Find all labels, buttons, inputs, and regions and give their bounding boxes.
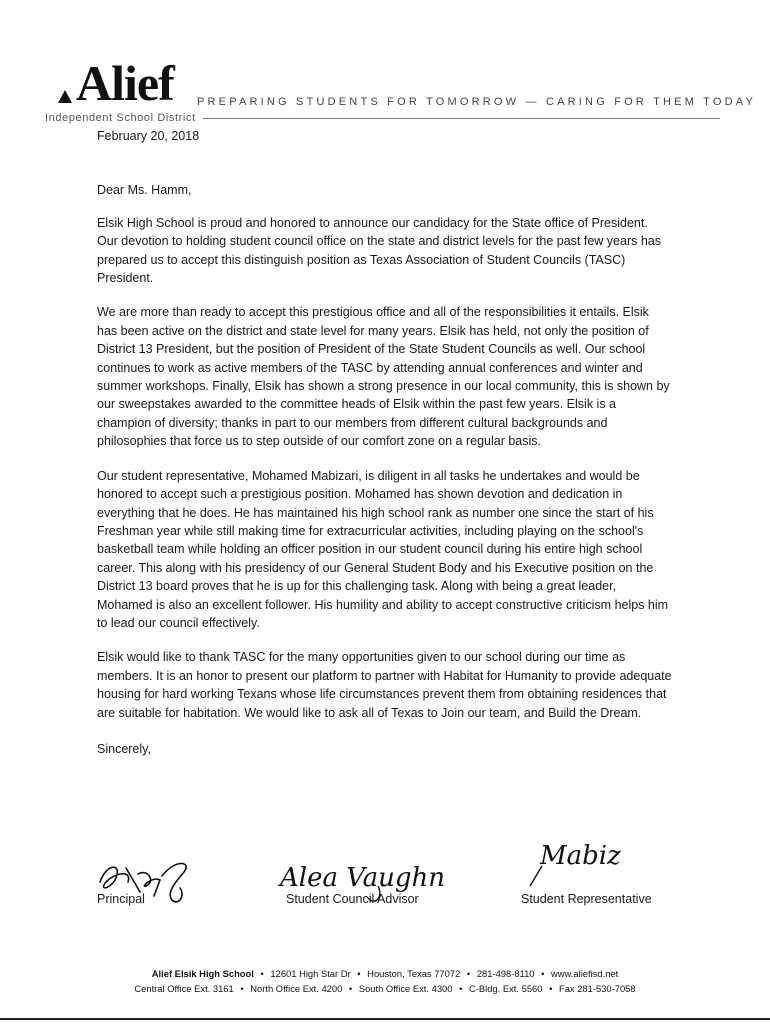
letterhead-rule <box>203 118 720 119</box>
advisor-label: Student Council Advisor <box>286 892 419 906</box>
footer-central-office: Central Office Ext. 3161 <box>134 983 234 994</box>
footer-south-office: South Office Ext. 4300 <box>358 983 453 994</box>
representative-signature <box>528 826 633 890</box>
footer <box>0 966 770 996</box>
salutation: Dear Ms. Hamm, <box>97 183 192 198</box>
bottom-rule <box>0 1018 770 1020</box>
footer-c-bldg: C-Bldg. Ext. 5560 <box>468 983 543 994</box>
district-name: Independent School District <box>45 112 196 124</box>
footer-city: Houston, Texas 77072 <box>367 968 461 979</box>
bullet-icon: • <box>466 968 471 979</box>
footer-north-office: North Office Ext. 4200 <box>250 983 343 994</box>
paragraph-1: Elsik High School is proud and honored to announce our candidacy for the State office of President. Our devotion to holding student council office on the state and district levels for the past few years has prepared us to accept this distinguish position as Texas Association of Student Councils (TASC) President. <box>97 215 661 286</box>
bullet-icon: • <box>260 968 264 979</box>
paragraph-2: We are more than ready to accept this prestigious office and all of the responsibilities it entails. Elsik has been active on the district and state level for many years. Elsik has held, not only the position of District 13 President, but the position of President of the State Student Councils as well. Our school continues to work as active members of the TASC by attending annual conferences and winter and summer workshops. Finally, Elsik has shown a strong presence in our local community, this is shown by our sweepstakes awarded to the committee heads of Elsik within the past few years. Elsik is a champion of diversity; thanks in part to our members from different cultural backgrounds and philosophies that force us to step outside of our comfort zone on a regular basis. <box>97 305 670 449</box>
letter-date: February 20, 2018 <box>97 129 200 143</box>
paragraph-4: Elsik would like to thank TASC for the many opportunities given to our school during our time as members. It is an honor to present our platform to partner with Habitat for Humanity to provide adequate housing for hard working Texans whose life circumstances prevent them from obtaining residences that are suitable for habitation. We would like to ask all of Texas to Join our team, and Build the Dream. <box>97 650 672 720</box>
bullet-icon: • <box>541 968 545 979</box>
footer-address: 12601 High Star Dr <box>270 968 351 979</box>
letterhead-tagline: PREPARING STUDENTS FOR TOMORROW — CARING FOR THEM TODAY <box>197 96 756 108</box>
bullet-icon: • <box>549 983 553 994</box>
paragraph-3: Our student representative, Mohamed Mabizari, is diligent in all tasks he undertakes and would be honored to accept such a prestigious position. Mohamed has shown devotion and dedication in everything that he does. He has maintained his high school rank as number one since the start of his Freshman year while still making time for extracurricular activities, including playing on the school's basketball team while holding an officer position in our student council during his entire high school career. This along with his presidency of our General Student Body and his Executive position on the District 13 board proves that he is up for this challenging task. Along with being a great leader, Mohamed is also an excellent follower. His humility and ability to accept constructive criticism helps him to lead our council effectively. <box>97 468 669 630</box>
representative-label: Student Representative <box>521 892 652 906</box>
bullet-icon: • <box>357 968 361 979</box>
closing: Sincerely, <box>97 741 151 756</box>
footer-fax: Fax 281-530-7058 <box>558 983 636 994</box>
footer-line-1 <box>0 966 770 981</box>
footer-phone: 281-498-8110 <box>476 968 535 979</box>
logo-wordmark: Alief <box>76 55 174 111</box>
bullet-icon: • <box>348 983 353 994</box>
footer-website: www.aliefisd.net <box>551 968 619 979</box>
footer-school: Alief Elsik High School <box>151 968 254 979</box>
advisor-signature-script: Alea Vaughn <box>280 863 446 893</box>
bullet-icon: • <box>459 983 463 994</box>
principal-label: Principal <box>97 892 145 906</box>
logo-triangle-icon <box>58 90 72 103</box>
footer-line-2 <box>0 981 770 996</box>
representative-signature-script: Mabiz <box>540 841 621 871</box>
letter-body <box>97 127 672 758</box>
bullet-icon: • <box>240 983 244 994</box>
